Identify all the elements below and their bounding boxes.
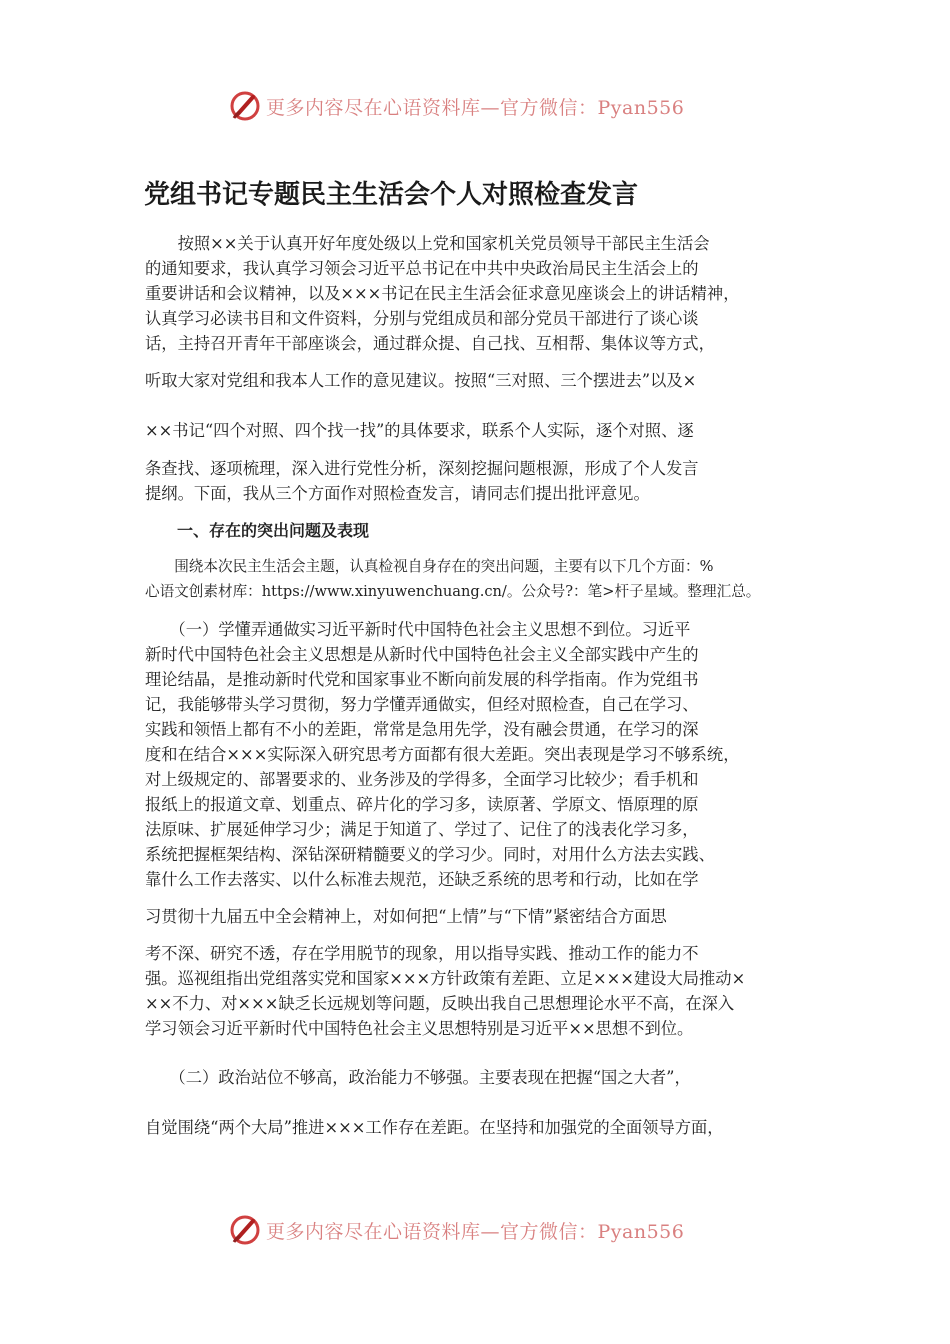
text-line: 对上级规定的、部署要求的、业务涉及的学得多，全面学习比较少；看手机和: [145, 770, 699, 789]
text-line: 提纲。下面，我从三个方面作对照检查发言，请同志们提出批评意见。: [145, 484, 650, 503]
text-line: 条查找、逐项梳理，深入进行党性分析，深刻挖掘问题根源，形成了个人发言: [145, 459, 699, 478]
text-line: 理论结晶，是推动新时代党和国家事业不断向前发展的科学指南。作为党组书: [145, 670, 699, 689]
text-line: 认真学习必读书目和文件资料，分别与党组成员和部分党员干部进行了谈心谈: [145, 309, 699, 328]
text-line: 重要讲话和会议精神，以及×××书记在民主生活会征求意见座谈会上的讲话精神，: [145, 284, 740, 303]
text-line: 按照××关于认真开好年度处级以上党和国家机关党员领导干部民主生活会: [145, 234, 710, 253]
text-line: （二）政治站位不够高，政治能力不够强。主要表现在把握“国之大者”，: [145, 1068, 691, 1087]
footer-banner: [228, 1212, 728, 1248]
text-line: 法原味、扩展延伸学习少；满足于知道了、学过了、记住了的浅表化学习多，: [145, 820, 699, 839]
text-line: 习贯彻十九届五中全会精神上，对如何把“上情”与“下情”紧密结合方面思: [145, 907, 667, 926]
text-line: 话，主持召开青年干部座谈会，通过群众提、自己找、互相帮、集体议等方式，: [145, 334, 715, 353]
document-title: 党组书记专题民主生活会个人对照检查发言: [144, 180, 639, 210]
banner-text: 更多内容尽在心语资料库—官方微信：Pyan556: [266, 96, 685, 119]
text-line: 报纸上的报道文章、划重点、碎片化的学习多，读原著、学原文、悟原理的原: [145, 795, 699, 814]
text-line: ××书记“四个对照、四个找一找”的具体要求，联系个人实际，逐个对照、逐: [145, 421, 694, 440]
text-line: （一）学懂弄通做实习近平新时代中国特色社会主义思想不到位。习近平: [145, 620, 691, 639]
text-line: 实践和领悟上都有不小的差距，常常是急用先学，没有融会贯通，在学习的深: [145, 720, 699, 739]
text-line: ××不力、对×××缺乏长远规划等问题，反映出我自己思想理论水平不高，在深入: [145, 994, 735, 1013]
text-line: 新时代中国特色社会主义思想是从新时代中国特色社会主义全部实践中产生的: [145, 645, 699, 664]
text-line: 听取大家对党组和我本人工作的意见建议。按照“三对照、三个摆进去”以及×: [145, 371, 697, 390]
text-line: 考不深、研究不透，存在学用脱节的现象，用以指导实践、推动工作的能力不: [145, 944, 699, 963]
text-line: 自觉围绕“两个大局”推进×××工作存在差距。在坚持和加强党的全面领导方面，: [145, 1118, 724, 1137]
text-line: 靠什么工作去落实、以什么标准去规范，还缺乏系统的思考和行动，比如在学: [145, 870, 699, 889]
brush-logo-icon: [228, 1213, 262, 1247]
text-line: 围绕本次民主生活会主题，认真检视自身存在的突出问题，主要有以下几个方面：%: [145, 558, 714, 575]
text-line: 强。巡视组指出党组落实党和国家×××方针政策有差距、立足×××建设大局推动×: [145, 969, 746, 988]
text-line: 心语文创素材库：https://www.xinyuwenchuang.cn/。公众号?：笔>杆子星域。整理汇总。: [145, 583, 761, 600]
text-line: 学习领会习近平新时代中国特色社会主义思想特别是习近平××思想不到位。: [145, 1019, 694, 1038]
section-heading: 一、存在的突出问题及表现: [145, 521, 370, 540]
brush-logo-icon: [228, 89, 262, 123]
header-banner: [228, 88, 728, 124]
text-line: 度和在结合×××实际深入研究思考方面都有很大差距。突出表现是学习不够系统，: [145, 745, 740, 764]
text-line: 的通知要求，我认真学习领会习近平总书记在中共中央政治局民主生活会上的: [145, 259, 699, 278]
text-line: 记，我能够带头学习贯彻，努力学懂弄通做实，但经对照检查，自己在学习、: [145, 695, 699, 714]
text-line: 系统把握框架结构、深钻深研精髓要义的学习少。同时，对用什么方法去实践、: [145, 845, 715, 864]
banner-text: 更多内容尽在心语资料库—官方微信：Pyan556: [266, 1220, 685, 1243]
